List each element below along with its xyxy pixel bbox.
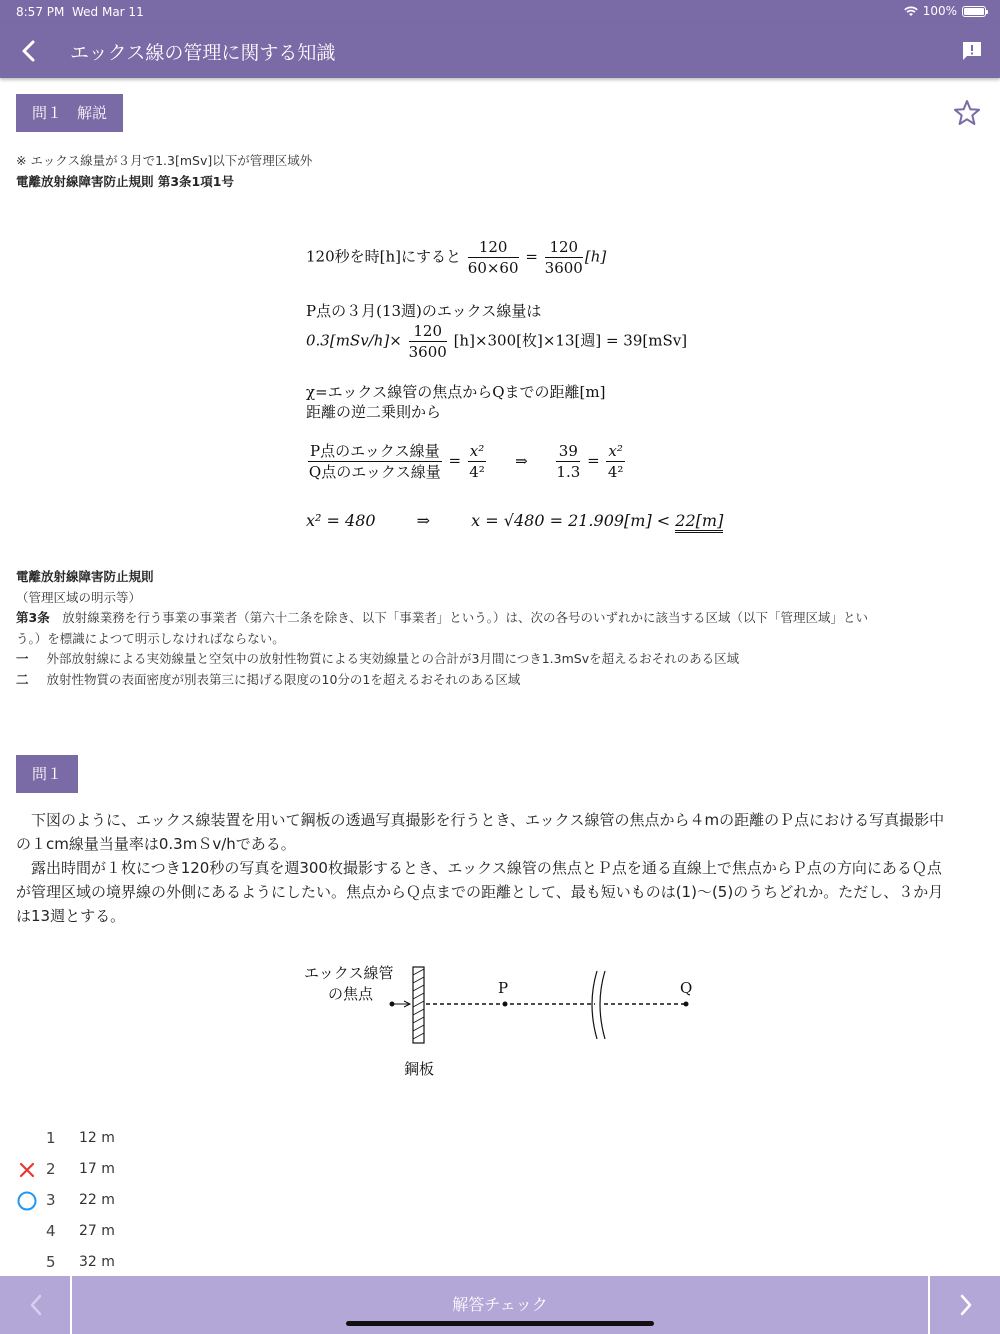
choice-5[interactable] (16, 1249, 416, 1277)
law-article: 第3条 放射線業務を行う事業の事業者（第六十二条を除き、以下「事業者」という。）は、次の各号のいずれかに該当する区域（以下「管理区域」とい (16, 610, 868, 625)
report-button[interactable] (960, 39, 984, 63)
choice-1[interactable] (16, 1125, 416, 1153)
choice-text: 17 m (79, 1161, 115, 1177)
status-bar (0, 0, 1000, 24)
choice-number: 2 (46, 1160, 56, 1178)
star-icon (952, 98, 982, 128)
law-article-cont: う。）を標識によつて明示しなければならない。 (16, 631, 285, 646)
prev-button[interactable] (0, 1276, 72, 1334)
choice-text: 22 m (79, 1192, 115, 1208)
point-p (503, 1002, 508, 1007)
choice-number: 4 (46, 1222, 56, 1240)
favorite-button[interactable] (952, 98, 982, 128)
battery-percent: 100% (922, 4, 957, 18)
steel-plate (413, 967, 424, 1043)
chevron-left-icon (0, 1276, 72, 1334)
status-time: 8:57 PM Wed Mar 11 (16, 5, 144, 19)
status-indicators (904, 4, 986, 18)
circle-icon (16, 1190, 38, 1212)
question-diagram (290, 955, 710, 1085)
formula-line-7: x² = 480 ⇒ x = √480 = 21.909[m] < 22[m] (306, 511, 723, 530)
next-button[interactable] (928, 1276, 1000, 1334)
choice-number: 5 (46, 1253, 56, 1271)
plate-label: 鋼板 (404, 1060, 435, 1078)
q-label: Q (680, 979, 693, 997)
choice-2[interactable] (16, 1156, 416, 1184)
choice-number: 1 (46, 1129, 56, 1147)
explanation-label: 問１ 解説 (16, 94, 123, 132)
break-mark-2 (600, 971, 605, 1039)
chevron-right-icon (930, 1276, 1000, 1334)
question-text: 下図のように、エックス線装置を用いて鋼板の透過写真撮影を行うとき、エックス線管の焦点から４mの距離のＰ点における写真撮影中 の１cm線量当量率は0.3mＳv/hである。 露出時間が１枚につき120秒の写真を週300枚撮影するとき、エックス線管の焦点とＰ点を通る直線上で焦点からＰ点の方向にあるＱ点 が管理区域の境界線の外側にあるようにしたい。焦点からＱ点までの距離として、最も短いものは(1)〜(5)のうちどれか。ただし、３か月 は13週とする。 (16, 811, 945, 925)
point-q (684, 1002, 689, 1007)
law-title: 電離放射線障害防止規則 (16, 569, 154, 584)
battery-icon (962, 6, 986, 17)
formula-line-5: 距離の逆二乗則から (306, 403, 442, 421)
cross-icon (16, 1159, 38, 1181)
wifi-icon (904, 6, 918, 17)
break-mark-1 (592, 971, 597, 1039)
tube-label-2: の焦点 (328, 985, 374, 1003)
choice-3[interactable] (16, 1187, 416, 1215)
formula-line-3: 0.3[mSv/h]× $\frac{120}{3600}$ [h]×300[枚]×13[週] = 39[mSv] (306, 322, 688, 361)
explanation-note: ※ エックス線量が３月で1.3[mSv]以下が管理区域外 (16, 153, 313, 168)
choice-number: 3 (46, 1191, 56, 1209)
formula-line-6: $\frac{\text{P点のエックス線量}}{\text{Q点のエックス線量}}$ = $\frac{\text{x²}}{\text{4²}}$ ⇒ $\frac{39}{1.3}$ = $\frac{\text{x²}}{\text{4²}}$ (308, 442, 624, 481)
home-indicator (346, 1321, 654, 1326)
law-item-1: 一 外部放射線による実効線量と空気中の放射性物質による実効線量との合計が3月間につき1.3mSvを超えるおそれのある区域 (16, 651, 740, 666)
formula-line-1: 120秒を時[h]にすると $\frac{120}{60\times 60}$ = $\frac{120}{3600}$ [h] (306, 238, 607, 277)
choice-text: 12 m (79, 1130, 115, 1146)
choice-4[interactable] (16, 1218, 416, 1246)
nav-bar (0, 24, 1000, 78)
page-title: エックス線の管理に関する知識 (70, 42, 336, 64)
choice-text: 27 m (79, 1223, 115, 1239)
feedback-icon (960, 39, 984, 63)
explanation-ref: 電離放射線障害防止規則 第3条1項1号 (16, 174, 234, 189)
question-label: 問１ (16, 755, 78, 793)
formula-line-4: χ=エックス線管の焦点からQまでの距離[m] (306, 383, 606, 401)
chevron-left-icon (14, 36, 44, 66)
formula-line-2: P点の３月(13週)のエックス線量は (306, 302, 542, 320)
tube-label-1: エックス線管 (304, 964, 394, 982)
answer-check-button[interactable]: 解答チェック (452, 1295, 548, 1314)
law-item-2: 二 放射性物質の表面密度が別表第三に掲げる限度の10分の1を超えるおそれのある区域 (16, 672, 521, 687)
focus-point (390, 1002, 395, 1007)
law-subtitle: （管理区域の明示等） (16, 590, 142, 605)
back-button[interactable] (14, 36, 44, 66)
p-label: P (498, 979, 509, 997)
choice-text: 32 m (79, 1254, 115, 1270)
